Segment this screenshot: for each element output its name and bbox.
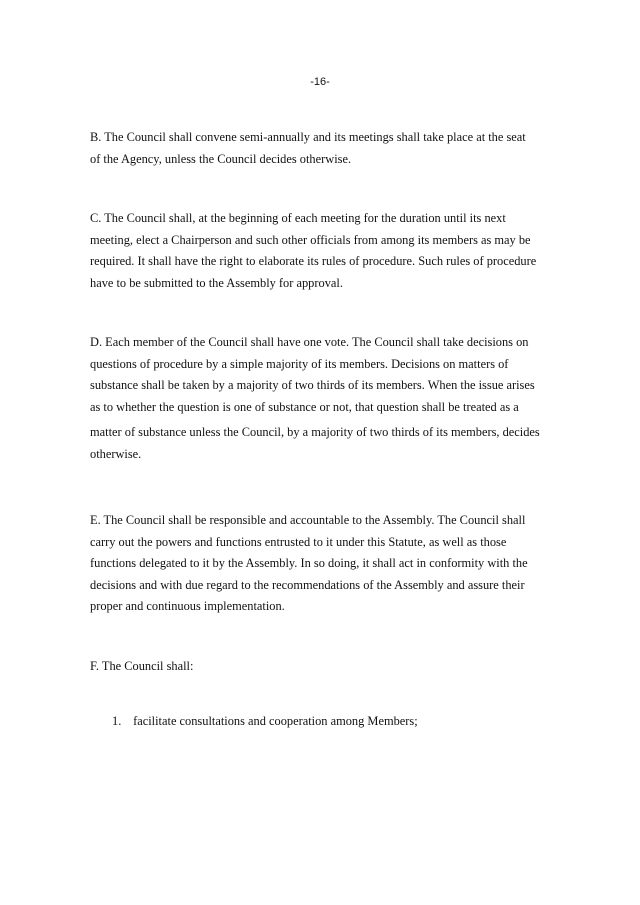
paragraph-line: D. Each member of the Council shall have one vote. The Council shall take decisions on [90, 335, 529, 349]
list-item [112, 711, 418, 733]
paragraph-line: C. The Council shall, at the beginning of each meeting for the duration until its next [90, 211, 506, 225]
paragraph-line: questions of procedure by a simple majority of its members. Decisions on matters of [90, 356, 509, 371]
paragraph-line: B. The Council shall convene semi-annually and its meetings shall take place at the seat [90, 130, 526, 144]
paragraph-line: functions delegated to it by the Assembly. In so doing, it shall act in conformity with the [90, 556, 528, 570]
list-item-number: 1. [112, 714, 122, 728]
paragraph-line: of the Agency, unless the Council decides otherwise. [90, 151, 352, 166]
paragraph-line: matter of substance unless the Council, by a majority of two thirds of its members, decides [90, 425, 540, 439]
paragraph-f [90, 656, 560, 678]
paragraph-c [90, 208, 560, 294]
paragraph-line: E. The Council shall be responsible and accountable to the Assembly. The Council shall [90, 513, 526, 527]
paragraph-line: decisions and with due regard to the recommendations of the Assembly and assure their [90, 577, 525, 592]
list-item-text: facilitate consultations and cooperation among Members; [133, 714, 418, 728]
paragraph-line: have to be submitted to the Assembly for approval. [90, 275, 343, 290]
paragraph-b [90, 127, 560, 170]
paragraph-d [90, 332, 560, 465]
paragraph-line: carry out the powers and functions entrusted to it under this Statute, as well as those [90, 534, 507, 549]
paragraph-line: proper and continuous implementation. [90, 599, 285, 613]
paragraph-line: F. The Council shall: [90, 659, 194, 673]
paragraph-e [90, 510, 560, 618]
paragraph-line: meeting, elect a Chairperson and such other officials from among its members as may be [90, 232, 531, 247]
paragraph-line: as to whether the question is one of substance or not, that question shall be treated as a [90, 399, 519, 414]
page-number: -16- [310, 76, 330, 88]
paragraph-line: required. It shall have the right to elaborate its rules of procedure. Such rules of procedure [90, 254, 537, 268]
paragraph-line: otherwise. [90, 446, 142, 461]
paragraph-line: substance shall be taken by a majority of two thirds of its members. When the issue arises [90, 378, 535, 392]
